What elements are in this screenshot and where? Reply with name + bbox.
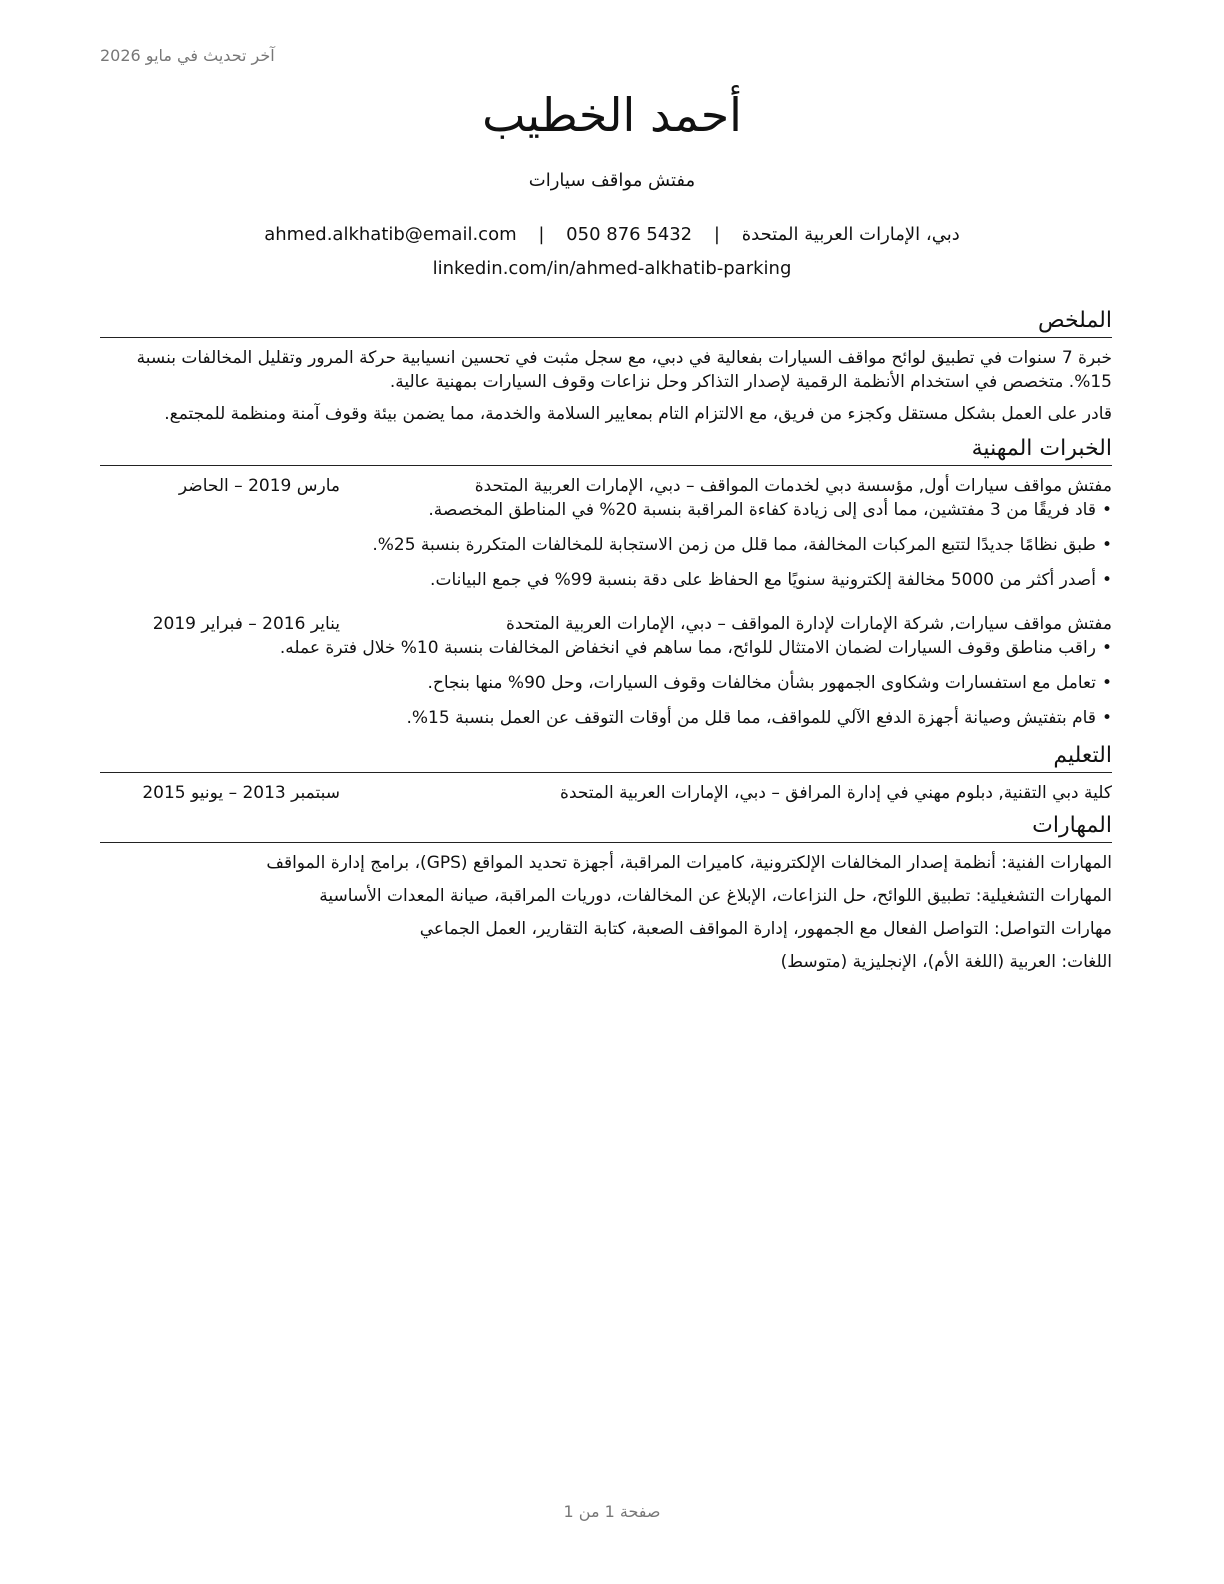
resume-content	[100, 306, 1112, 983]
job-bullet: • تعامل مع استفسارات وشكاوى الجمهور بشأن مخالفات وقوف السيارات، وحل 90% منها بنجاح.	[100, 671, 1112, 695]
education-dates: سبتمبر 2013 – يونيو 2015	[142, 783, 340, 803]
summary-title: الملخص	[100, 306, 1112, 338]
summary-paragraph: قادر على العمل بشكل مستقل وكجزء من فريق، مع الالتزام التام بمعايير السلامة والخدمة، مما يضمن بيئة وقوف آمنة ومنظمة للمجتمع.	[164, 404, 1112, 424]
experience-section	[100, 434, 1112, 730]
contact-separator: |	[713, 224, 720, 245]
skill-line: مهارات التواصل: التواصل الفعال مع الجمهور، إدارة المواقف الصعبة، كتابة التقارير، العمل الجماعي	[419, 919, 1112, 939]
contact-phone: 050 876 5432	[566, 224, 693, 245]
contact-linkedin: linkedin.com/in/ahmed-alkhatib-parking	[432, 258, 792, 279]
skills-title: المهارات	[100, 811, 1112, 843]
last-updated: آخر تحديث في مايو 2026	[100, 46, 275, 65]
job-bullet: • قام بتفتيش وصيانة أجهزة الدفع الآلي للمواقف، مما قلل من أوقات التوقف عن العمل بنسبة 15%.	[100, 706, 1112, 730]
job-bullets	[100, 636, 1112, 730]
candidate-name: أحمد الخطيب	[482, 88, 742, 142]
experience-title: الخبرات المهنية	[100, 434, 1112, 466]
job-bullet: • طبق نظامًا جديدًا لتتبع المركبات المخالفة، مما قلل من زمن الاستجابة للمخالفات المتكررة بنسبة 25%.	[100, 533, 1112, 557]
summary-paragraph: خبرة 7 سنوات في تطبيق لوائح مواقف السيارات بفعالية في دبي، مع سجل مثبت في تحسين انسيابية حركة المرور وتقليل المخالفات بنسبة 15%. متخصص في استخدام الأنظمة الرقمية لإصدار التذاكر وحل نزاعات وقوف السيارات بمهنية عالية.	[136, 348, 1112, 392]
skill-line: المهارات التشغيلية: تطبيق اللوائح، حل النزاعات، الإبلاغ عن المخالفات، دوريات المراقبة، صيانة المعدات الأساسية	[319, 886, 1112, 906]
job-dates: مارس 2019 – الحاضر	[178, 476, 340, 496]
job-bullet: • قاد فريقًا من 3 مفتشين، مما أدى إلى زيادة كفاءة المراقبة بنسبة 20% في المناطق المخصصة.	[100, 498, 1112, 522]
summary-section	[100, 306, 1112, 426]
skill-line: اللغات: العربية (اللغة الأم)، الإنجليزية (متوسط)	[780, 952, 1112, 972]
page-number: صفحة 1 من 1	[563, 1502, 661, 1521]
job-header	[100, 612, 1112, 636]
job-entry	[100, 612, 1112, 730]
education-title: التعليم	[100, 741, 1112, 773]
skill-line: المهارات الفنية: أنظمة إصدار المخالفات الإلكترونية، كاميرات المراقبة، أجهزة تحديد المواقع (GPS)، برامج إدارة المواقف	[266, 853, 1112, 873]
contact-location: دبي، الإمارات العربية المتحدة	[741, 224, 960, 245]
contact-separator: |	[538, 224, 545, 245]
job-header	[100, 474, 1112, 498]
education-entry	[100, 781, 1112, 805]
job-bullet: • أصدر أكثر من 5000 مخالفة إلكترونية سنويًا مع الحفاظ على دقة بنسبة 99% في جمع البيانات.	[100, 568, 1112, 592]
education-heading: كلية دبي التقنية, دبلوم مهني في إدارة المرافق – دبي، الإمارات العربية المتحدة	[560, 783, 1112, 803]
skills-section	[100, 811, 1112, 974]
job-dates: يناير 2016 – فبراير 2019	[152, 614, 340, 634]
job-bullet: • راقب مناطق وقوف السيارات لضمان الامتثال للوائح، مما ساهم في انخفاض المخالفات بنسبة 10% خلال فترة عمله.	[100, 636, 1112, 660]
job-title: مفتش مواقف سيارات, شركة الإمارات لإدارة المواقف – دبي، الإمارات العربية المتحدة	[506, 614, 1112, 634]
contact-line	[0, 224, 1224, 245]
job-title: مفتش مواقف سيارات أول, مؤسسة دبي لخدمات المواقف – دبي، الإمارات العربية المتحدة	[474, 476, 1112, 496]
candidate-role: مفتش مواقف سيارات	[528, 170, 696, 191]
education-section	[100, 741, 1112, 805]
job-entry	[100, 474, 1112, 592]
job-bullets	[100, 498, 1112, 592]
contact-email: ahmed.alkhatib@email.com	[264, 224, 517, 245]
